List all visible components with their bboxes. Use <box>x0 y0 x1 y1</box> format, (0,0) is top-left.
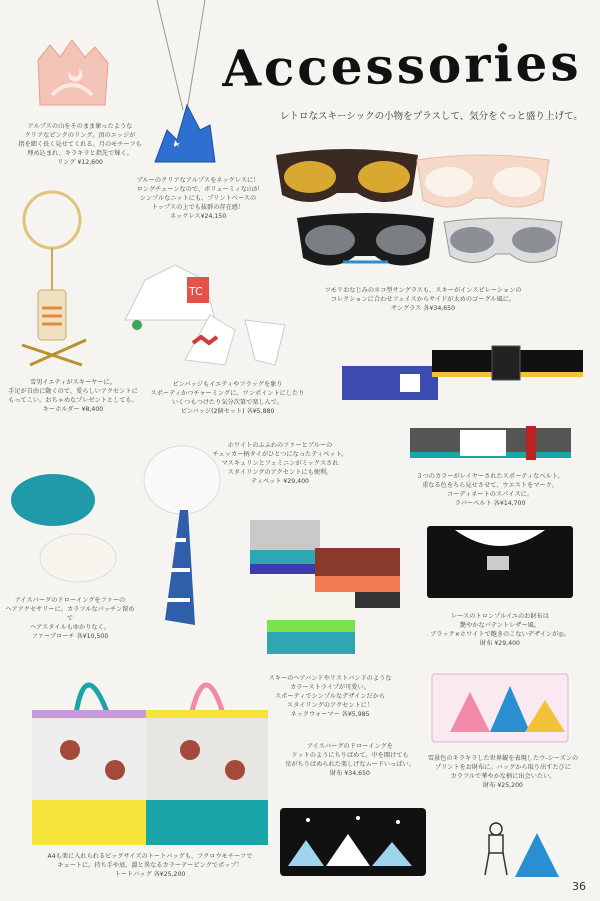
ring-image <box>30 35 115 115</box>
mountain-mascot-icon <box>475 805 565 885</box>
belt-grey-image <box>408 422 573 467</box>
svg-text:TC: TC <box>189 285 203 298</box>
belt-caption: ３つのカラーがレイヤーされたスポーティなベルト。 重なる色をちら見せさせて、ウエストをマーク。 コーディネートのスパイスに。 ラバーベルト 各¥14,700 <box>416 473 564 507</box>
tote-bags-image <box>30 650 270 850</box>
iceberg-wallet-image <box>278 806 428 878</box>
sunglasses-grey-image <box>438 214 568 274</box>
tote-bags-caption: A4も楽に入れられるビッグサイズのトートバッグも、フクロウモチーフで キュートに。持ち手や底、淵と異なるカラーテーピングでポップ！ トートバッグ 各¥25,200 <box>47 853 253 878</box>
necklace-image <box>145 0 225 175</box>
tippet-caption: ホワイトのふふわのファーとブルーの チェッカー柄タイがひとつになったティペット。 マスキュリンとフェミニンがミックスされ スタイリングのアクセントにも便利。 ティペット ¥29,400 <box>212 442 348 485</box>
lace-wallet-caption: レースのトロンプルイユのお財布は 艶やかなパテントレザー風。 ブラック×ホワイトで飽きのこないデザインが◎。 財布 ¥29,400 <box>430 613 570 647</box>
keyholder-caption: 雪男イエティがスキーヤーに。 手足が自由に動くので、愛らしいアクセントに もってこい。おちゃめなプレゼントとしても。 キーホルダー ¥8,400 <box>8 379 138 413</box>
iceberg-wallet-caption: アイスバーグのドローイングを ドットのようにちりばめて。中を開けても 星がちりばめられた楽しげなムードいっぱい。 財布 ¥34,650 <box>285 743 415 777</box>
belt-black-image <box>430 342 585 387</box>
belt-blue-image <box>340 360 440 415</box>
snow-print-wallet-caption: 雪景色のキラキラした世界観を表現したウ-シーズンの プリントをお財布に。バッグから取り出すたびに カラフルで華やかな柄に出会いたい。 財布 ¥25,200 <box>427 755 579 789</box>
neck-warmers-caption: スキーのヘアバンドやリストバンドのような カラーストライプが可愛い。 スポーティでシンプルなデザインだから スタイリングのアクセントに！ ネックウォーマー 各¥5,985 <box>268 675 392 718</box>
page-number: 36 <box>572 880 586 893</box>
fur-brooch-caption: アイスバーグのドローイングをファーの ヘアアクセサリーに。カラフルなパッチン留めで ヘアスタイルもゆかりなく。 ファーブローチ 各¥10,500 <box>5 597 135 640</box>
keyholder-image <box>10 190 100 375</box>
sunglasses-brown-image <box>272 145 422 215</box>
ring-caption: アルプスの山をそのまま象ったような クリアなピンクのリング。頂のエッジが 指を細く長く見せてくれる。月のモチーフも 埋め込まれ、キラキラと指先で輝く。 リング ¥12,600 <box>18 123 142 166</box>
neck-warmers-image <box>245 520 410 660</box>
necklace-caption: ブルーのクリアなアルプスをネックレスに！ ロングチェーンなので、ボリューミィな山が シンプルなニットにも、プリントベースの トップスの上でも抜群の存在感！ ネックレス¥24,150 <box>136 177 260 220</box>
pins-image <box>115 235 315 380</box>
page-subtitle: レトロなスキーシックの小物をプラスして、気分をぐっと盛り上げて。 <box>280 111 583 122</box>
page-title: Accessories <box>221 32 582 99</box>
snow-print-wallet-image <box>430 672 570 744</box>
fur-brooch-image <box>8 468 128 588</box>
sunglasses-caption: ツモリおなじみのネコ型サングラスも、スキーがインスピレーションの コレクションに合わせフェイスからサイドが太めのゴーグル風に。 サングラス 各¥34,650 <box>324 287 522 312</box>
lace-wallet-image <box>425 522 575 602</box>
pins-caption: ピンバッジもイエティやフラッグを象り スポーティかつチャーミングに。ワンポイントにしたり いくつもつけたり気分次第で楽しんで。 ピンバッジ(2個セット) 各¥5,880 <box>150 381 305 415</box>
